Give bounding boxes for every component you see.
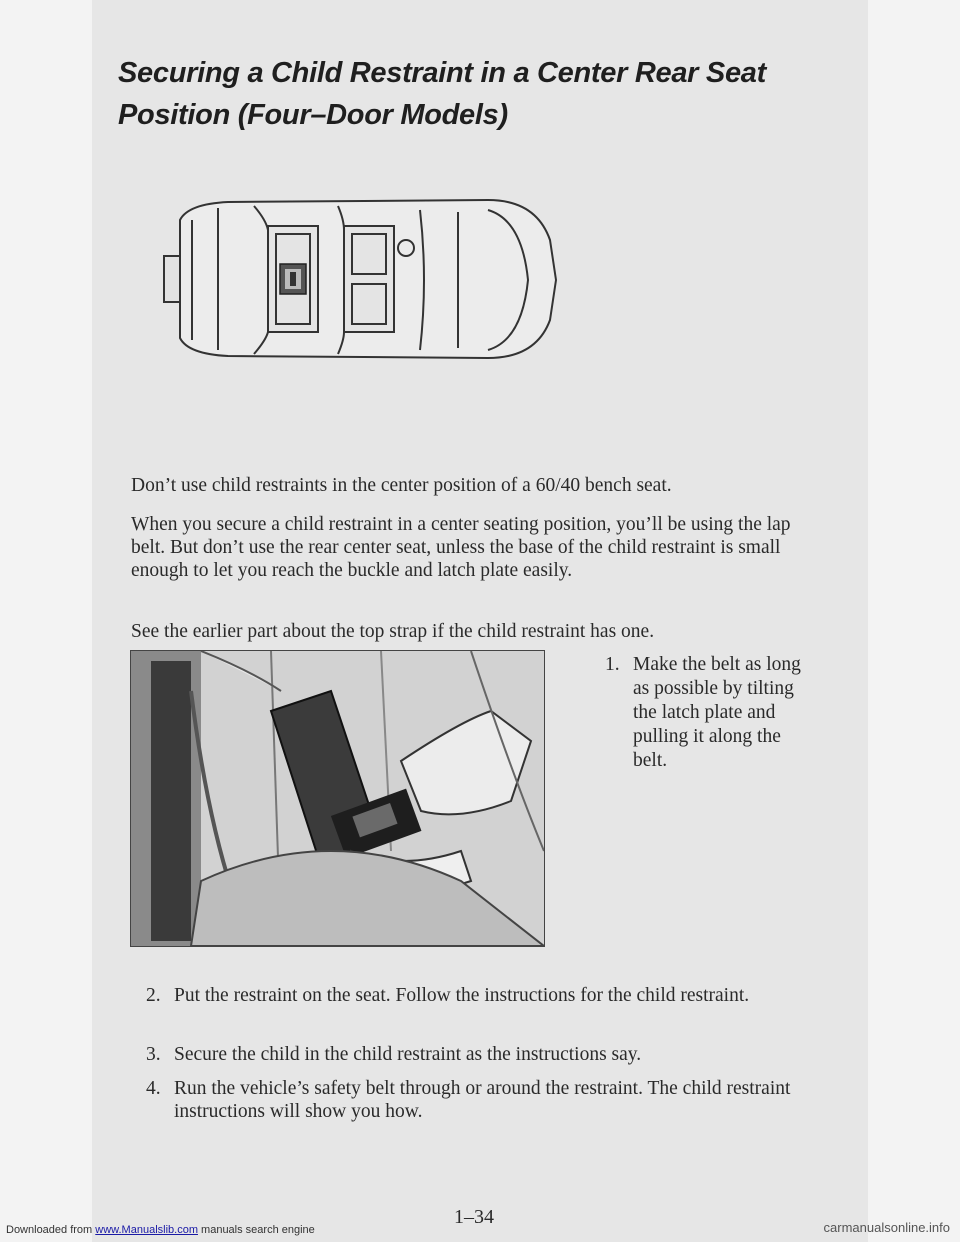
heading-line-1: Securing a Child Restraint in a Center Rear Seat bbox=[118, 57, 766, 89]
step-3-text: Secure the child in the child restraint as the instructions say. bbox=[174, 1044, 642, 1065]
paragraph-center-position-warning: Don’t use child restraints in the center position of a 60/40 bench seat. bbox=[131, 475, 672, 496]
download-footer bbox=[6, 1224, 315, 1236]
step-2-text: Put the restraint on the seat. Follow the instructions for the child restraint. bbox=[174, 985, 750, 1006]
section-heading bbox=[118, 52, 838, 136]
watermark-text: carmanualsonline.info bbox=[823, 1220, 950, 1235]
step-2-number: 2. bbox=[146, 985, 161, 1006]
child-seat-icon bbox=[280, 264, 306, 294]
step-4-text: Run the vehicle’s safety belt through or around the restraint. The child restraint instructions will show you how. bbox=[174, 1078, 791, 1122]
footer-suffix: manuals search engine bbox=[197, 1224, 315, 1236]
vehicle-outline-svg bbox=[158, 190, 558, 370]
heading-line-2: Position (Four–Door Models) bbox=[118, 99, 508, 131]
paragraph-top-strap-note: See the earlier part about the top strap if the child restraint has one. bbox=[131, 621, 655, 642]
vehicle-top-view-diagram bbox=[158, 190, 558, 370]
step-3-number: 3. bbox=[146, 1044, 161, 1065]
latch-plate-illustration bbox=[131, 651, 544, 946]
step-4-number: 4. bbox=[146, 1078, 161, 1099]
footer-prefix: Downloaded from bbox=[6, 1224, 96, 1236]
step-1-number: 1. bbox=[605, 654, 620, 675]
step-1-text: Make the belt as long as possible by tilting the latch plate and pulling it along the belt. bbox=[633, 654, 801, 771]
latch-plate-photo bbox=[130, 650, 545, 947]
page-number: 1–34 bbox=[454, 1206, 494, 1228]
paragraph-lap-belt-instructions: When you secure a child restraint in a center seating position, you’ll be using the lap belt. But don’t use the rear center seat, unless the base of the child restraint is small enough to let you reach the buckle and latch plate easily. bbox=[131, 514, 791, 581]
manualslib-link[interactable]: www.Manualslib.com bbox=[95, 1224, 198, 1236]
